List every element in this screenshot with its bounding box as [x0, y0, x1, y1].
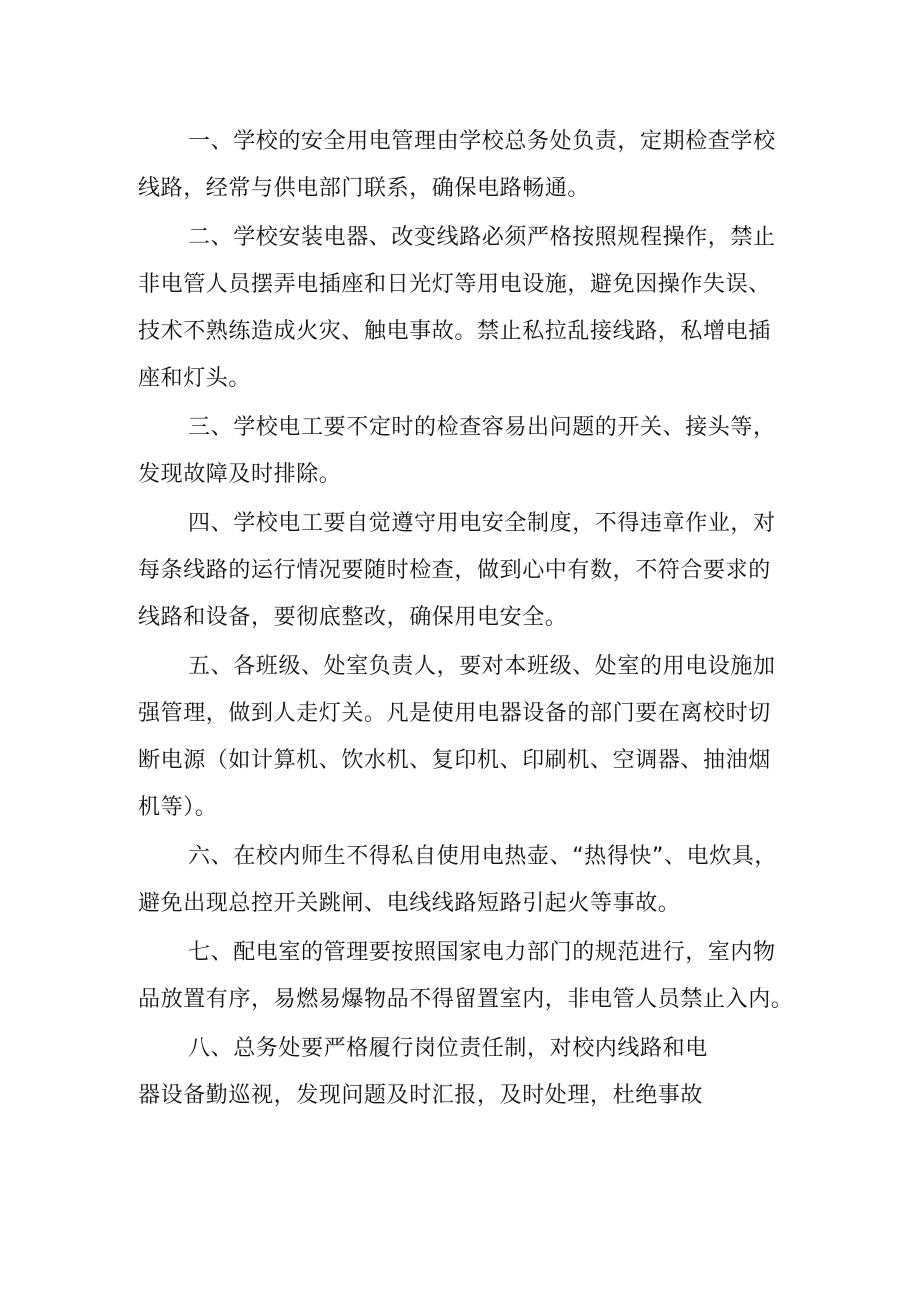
text-line: 强管理，做到人走灯关。凡是使用电器设备的部门要在离校时切	[138, 701, 771, 726]
text-line: 机等）。	[138, 795, 218, 820]
paragraph-1	[138, 118, 798, 212]
paragraph-4	[138, 500, 798, 641]
text-line: 品放置有序，易燃易爆物品不得留置室内，非电管人员禁止入内。	[138, 987, 794, 1012]
text-line: 座和灯头。	[138, 366, 252, 391]
text-line: 器设备勤巡视，发现问题及时汇报，及时处理，杜绝事故	[138, 1083, 704, 1108]
document-body	[138, 118, 798, 1121]
text-line: 发现故障及时排除。	[138, 462, 342, 487]
text-line: 五、各班级、处室负责人，要对本班级、处室的用电设施加	[188, 654, 776, 679]
text-line: 六、在校内师生不得私自使用电热壶、“热得快”、电炊具，	[188, 844, 777, 869]
text-line: 三、学校电工要不定时的检查容易出问题的开关、接头等，	[188, 415, 776, 440]
text-line: 八、总务处要严格履行岗位责任制，对校内线路和电	[188, 1036, 708, 1061]
text-line: 每条线路的运行情况要随时检查，做到心中有数，不符合要求的	[138, 558, 771, 583]
text-line: 线路和设备，要彻底整改，确保用电安全。	[138, 605, 568, 630]
text-line: 断电源（如计算机、饮水机、复印机、印刷机、空调器、抽油烟	[138, 748, 771, 773]
text-line: 技术不熟练造成火灾、触电事故。禁止私拉乱接线路，私增电插	[138, 319, 771, 344]
paragraph-3	[138, 404, 798, 498]
paragraph-7	[138, 929, 798, 1023]
paragraph-6	[138, 833, 798, 927]
text-line: 非电管人员摆弄电插座和日光灯等用电设施，避免因操作失误、	[138, 272, 771, 297]
text-line: 线路，经常与供电部门联系，确保电路畅通。	[138, 176, 591, 201]
text-line: 四、学校电工要自觉遵守用电安全制度，不得违章作业，对	[188, 511, 776, 536]
paragraph-8	[138, 1025, 798, 1119]
paragraph-5	[138, 643, 798, 831]
text-line: 一、学校的安全用电管理由学校总务处负责，定期检查学校	[188, 129, 776, 154]
text-line: 七、配电室的管理要按照国家电力部门的规范进行，室内物	[188, 940, 776, 965]
text-line: 避免出现总控开关跳闸、电线线路短路引起火等事故。	[138, 891, 681, 916]
paragraph-2	[138, 214, 798, 402]
text-line: 二、学校安装电器、改变线路必须严格按照规程操作，禁止	[188, 225, 776, 250]
